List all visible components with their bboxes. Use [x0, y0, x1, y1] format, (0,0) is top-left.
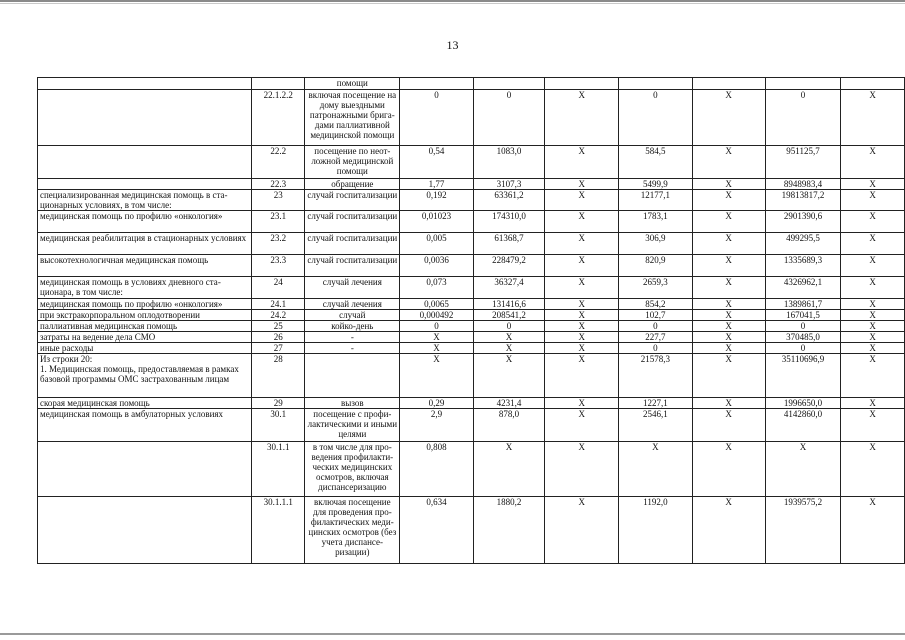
value-cell: 1335689,3	[765, 255, 841, 277]
value-cell: X	[692, 343, 765, 354]
row-number: 27	[252, 343, 305, 354]
table-row	[38, 409, 905, 442]
value-cell: 0	[619, 343, 692, 354]
value-cell: 208541,2	[473, 310, 544, 321]
row-number: 30.1.1.1	[252, 497, 305, 564]
row-description: паллиативная медицинская помощь	[38, 321, 252, 332]
value-cell: 0	[765, 90, 841, 146]
value-cell: 2,9	[400, 409, 473, 442]
value-cell: 63361,2	[473, 190, 544, 211]
row-unit: -	[305, 343, 400, 354]
value-cell: X	[841, 310, 905, 321]
value-cell: 0,073	[400, 277, 473, 299]
value-cell: X	[473, 332, 544, 343]
value-cell: X	[545, 211, 619, 233]
row-description: специализированная медицинская помощь в стационарных условиях, в том числе:	[38, 190, 252, 211]
value-cell: X	[841, 211, 905, 233]
row-description	[38, 179, 252, 190]
value-cell: X	[545, 354, 619, 398]
value-cell: X	[841, 409, 905, 442]
row-number: 24.1	[252, 299, 305, 310]
value-cell: 8948983,4	[765, 179, 841, 190]
value-cell: X	[545, 409, 619, 442]
scan-edge-top	[0, 0, 905, 2]
value-cell: 21578,3	[619, 354, 692, 398]
row-number	[252, 78, 305, 90]
value-cell: X	[400, 332, 473, 343]
row-unit: вызов	[305, 398, 400, 409]
row-unit: обращение	[305, 179, 400, 190]
table-row	[38, 190, 905, 211]
value-cell: X	[545, 398, 619, 409]
value-cell	[692, 78, 765, 90]
value-cell: X	[841, 179, 905, 190]
row-number: 22.3	[252, 179, 305, 190]
value-cell: 4326962,1	[765, 277, 841, 299]
row-description: медицинская помощь в амбулаторных условиях	[38, 409, 252, 442]
row-description	[38, 90, 252, 146]
value-cell: X	[545, 321, 619, 332]
value-cell: X	[545, 299, 619, 310]
table-row	[38, 179, 905, 190]
value-cell: 12177,1	[619, 190, 692, 211]
value-cell: 0	[473, 90, 544, 146]
row-unit: включая посещение для проведения профилактических медицинских осмотров (без учета диспансеризации)	[305, 497, 400, 564]
value-cell: X	[545, 332, 619, 343]
value-cell: X	[692, 233, 765, 255]
row-number: 23	[252, 190, 305, 211]
value-cell: X	[545, 233, 619, 255]
value-cell: 0,29	[400, 398, 473, 409]
value-cell: 1083,0	[473, 146, 544, 179]
table-row	[38, 332, 905, 343]
value-cell	[400, 78, 473, 90]
table-row	[38, 299, 905, 310]
row-description: медицинская помощь по профилю «онкология»	[38, 211, 252, 233]
value-cell: 1227,1	[619, 398, 692, 409]
value-cell: X	[841, 497, 905, 564]
table-row	[38, 354, 905, 398]
row-unit: случай госпитализации	[305, 211, 400, 233]
value-cell: 0	[619, 90, 692, 146]
value-cell: X	[692, 398, 765, 409]
row-unit: случай госпитализации	[305, 255, 400, 277]
value-cell: 4142860,0	[765, 409, 841, 442]
value-cell	[765, 78, 841, 90]
row-unit: -	[305, 332, 400, 343]
value-cell: 1192,0	[619, 497, 692, 564]
value-cell: X	[545, 497, 619, 564]
row-description	[38, 146, 252, 179]
value-cell: X	[473, 343, 544, 354]
value-cell: X	[545, 277, 619, 299]
table-row	[38, 78, 905, 90]
row-description: медицинская помощь по профилю «онкология»	[38, 299, 252, 310]
value-cell: X	[692, 332, 765, 343]
value-cell: X	[692, 277, 765, 299]
table-row	[38, 321, 905, 332]
value-cell: X	[841, 90, 905, 146]
value-cell: 227,7	[619, 332, 692, 343]
value-cell: 2901390,6	[765, 211, 841, 233]
value-cell: 0,808	[400, 442, 473, 497]
value-cell: 36327,4	[473, 277, 544, 299]
value-cell: X	[841, 343, 905, 354]
row-number: 26	[252, 332, 305, 343]
value-cell: 0	[765, 321, 841, 332]
value-cell: X	[545, 190, 619, 211]
row-description	[38, 497, 252, 564]
row-unit: помощи	[305, 78, 400, 90]
value-cell: 0,005	[400, 233, 473, 255]
table-row	[38, 310, 905, 321]
scan-edge-bottom	[0, 633, 905, 635]
value-cell: X	[473, 354, 544, 398]
value-cell: 1389861,7	[765, 299, 841, 310]
value-cell: 0	[400, 321, 473, 332]
row-unit: койко-день	[305, 321, 400, 332]
value-cell: 878,0	[473, 409, 544, 442]
value-cell: 854,2	[619, 299, 692, 310]
value-cell: X	[692, 90, 765, 146]
value-cell: X	[692, 310, 765, 321]
value-cell: X	[545, 310, 619, 321]
value-cell: X	[692, 146, 765, 179]
value-cell: 306,9	[619, 233, 692, 255]
row-unit: случай	[305, 310, 400, 321]
table-row	[38, 211, 905, 233]
table-row	[38, 90, 905, 146]
row-description: медицинская помощь в условиях дневного стационара, в том числе:	[38, 277, 252, 299]
value-cell: 1783,1	[619, 211, 692, 233]
value-cell: X	[692, 354, 765, 398]
value-cell: X	[692, 190, 765, 211]
value-cell: X	[692, 409, 765, 442]
value-cell: X	[400, 343, 473, 354]
value-cell: 1,77	[400, 179, 473, 190]
value-cell: X	[841, 277, 905, 299]
value-cell	[619, 78, 692, 90]
value-cell: X	[692, 497, 765, 564]
table-row	[38, 442, 905, 497]
row-unit: случай госпитализации	[305, 190, 400, 211]
row-unit	[305, 354, 400, 398]
value-cell	[841, 78, 905, 90]
value-cell: X	[841, 442, 905, 497]
data-table	[37, 77, 905, 564]
value-cell: 0	[473, 321, 544, 332]
value-cell: 3107,3	[473, 179, 544, 190]
scan-edge-top-shadow	[0, 3, 905, 4]
row-description: иные расходы	[38, 343, 252, 354]
row-description	[38, 442, 252, 497]
value-cell: X	[692, 442, 765, 497]
row-unit: случай лечения	[305, 299, 400, 310]
row-number: 22.1.2.2	[252, 90, 305, 146]
value-cell: 0,01023	[400, 211, 473, 233]
value-cell: 1880,2	[473, 497, 544, 564]
row-number: 22.2	[252, 146, 305, 179]
row-number: 23.2	[252, 233, 305, 255]
value-cell: 370485,0	[765, 332, 841, 343]
value-cell: 584,5	[619, 146, 692, 179]
value-cell: X	[841, 321, 905, 332]
row-number: 24.2	[252, 310, 305, 321]
row-number: 23.1	[252, 211, 305, 233]
value-cell: 0,634	[400, 497, 473, 564]
value-cell: X	[692, 299, 765, 310]
value-cell: 0	[400, 90, 473, 146]
row-description	[38, 78, 252, 90]
value-cell: X	[473, 442, 544, 497]
value-cell	[473, 78, 544, 90]
value-cell: X	[619, 442, 692, 497]
row-number: 28	[252, 354, 305, 398]
table-row	[38, 233, 905, 255]
value-cell: X	[841, 190, 905, 211]
value-cell: 5499,9	[619, 179, 692, 190]
value-cell: 2659,3	[619, 277, 692, 299]
row-number: 30.1.1	[252, 442, 305, 497]
value-cell: 1996650,0	[765, 398, 841, 409]
row-number: 23.3	[252, 255, 305, 277]
row-description: высокотехнологичная медицинская помощь	[38, 255, 252, 277]
table-row	[38, 277, 905, 299]
row-unit: посещение с профилактическими и иными целями	[305, 409, 400, 442]
value-cell: 19813817,2	[765, 190, 841, 211]
value-cell: 0	[765, 343, 841, 354]
value-cell: 0,192	[400, 190, 473, 211]
value-cell: 0,0065	[400, 299, 473, 310]
value-cell: 4231,4	[473, 398, 544, 409]
value-cell: 0	[619, 321, 692, 332]
value-cell: X	[545, 179, 619, 190]
row-description: Из строки 20: 1. Медицинская помощь, предоставляемая в рамках базовой программы ОМС застрахованным лицам	[38, 354, 252, 398]
row-number: 25	[252, 321, 305, 332]
value-cell: X	[692, 255, 765, 277]
row-number: 29	[252, 398, 305, 409]
value-cell: 167041,5	[765, 310, 841, 321]
value-cell: 102,7	[619, 310, 692, 321]
value-cell: 820,9	[619, 255, 692, 277]
value-cell: 0,0036	[400, 255, 473, 277]
value-cell: 35110696,9	[765, 354, 841, 398]
value-cell: X	[841, 255, 905, 277]
value-cell: X	[692, 179, 765, 190]
row-description: при экстракорпоральном оплодотворении	[38, 310, 252, 321]
row-description: затраты на ведение дела СМО	[38, 332, 252, 343]
value-cell: 951125,7	[765, 146, 841, 179]
value-cell: X	[692, 211, 765, 233]
table-row	[38, 255, 905, 277]
row-unit: случай лечения	[305, 277, 400, 299]
value-cell: X	[841, 146, 905, 179]
table-row	[38, 146, 905, 179]
value-cell: X	[841, 299, 905, 310]
value-cell: X	[545, 442, 619, 497]
row-unit: включая посещение на дому выездными патронажными бригадами паллиативной медицинской помощи	[305, 90, 400, 146]
value-cell: X	[545, 90, 619, 146]
value-cell: 61368,7	[473, 233, 544, 255]
value-cell: 0,54	[400, 146, 473, 179]
table-row	[38, 497, 905, 564]
page-number: 13	[446, 38, 459, 52]
table-row	[38, 398, 905, 409]
value-cell: 1939575,2	[765, 497, 841, 564]
value-cell: 131416,6	[473, 299, 544, 310]
row-unit: случай госпитализации	[305, 233, 400, 255]
table-row	[38, 343, 905, 354]
value-cell	[545, 78, 619, 90]
row-number: 30.1	[252, 409, 305, 442]
value-cell: X	[841, 398, 905, 409]
row-number: 24	[252, 277, 305, 299]
value-cell: X	[692, 321, 765, 332]
value-cell: X	[545, 343, 619, 354]
row-unit: в том числе для проведения профилактических медицинских осмотров, включая диспансеризацию	[305, 442, 400, 497]
value-cell: X	[545, 255, 619, 277]
value-cell: X	[841, 332, 905, 343]
value-cell: X	[545, 146, 619, 179]
value-cell: X	[841, 233, 905, 255]
row-description: медицинская реабилитация в стационарных условиях	[38, 233, 252, 255]
value-cell: X	[400, 354, 473, 398]
row-description: скорая медицинская помощь	[38, 398, 252, 409]
value-cell: X	[765, 442, 841, 497]
value-cell: 0,000492	[400, 310, 473, 321]
value-cell: 2546,1	[619, 409, 692, 442]
value-cell: 499295,5	[765, 233, 841, 255]
value-cell: 174310,0	[473, 211, 544, 233]
row-unit: посещение по неотложной медицинской помощи	[305, 146, 400, 179]
value-cell: X	[841, 354, 905, 398]
value-cell: 228479,2	[473, 255, 544, 277]
